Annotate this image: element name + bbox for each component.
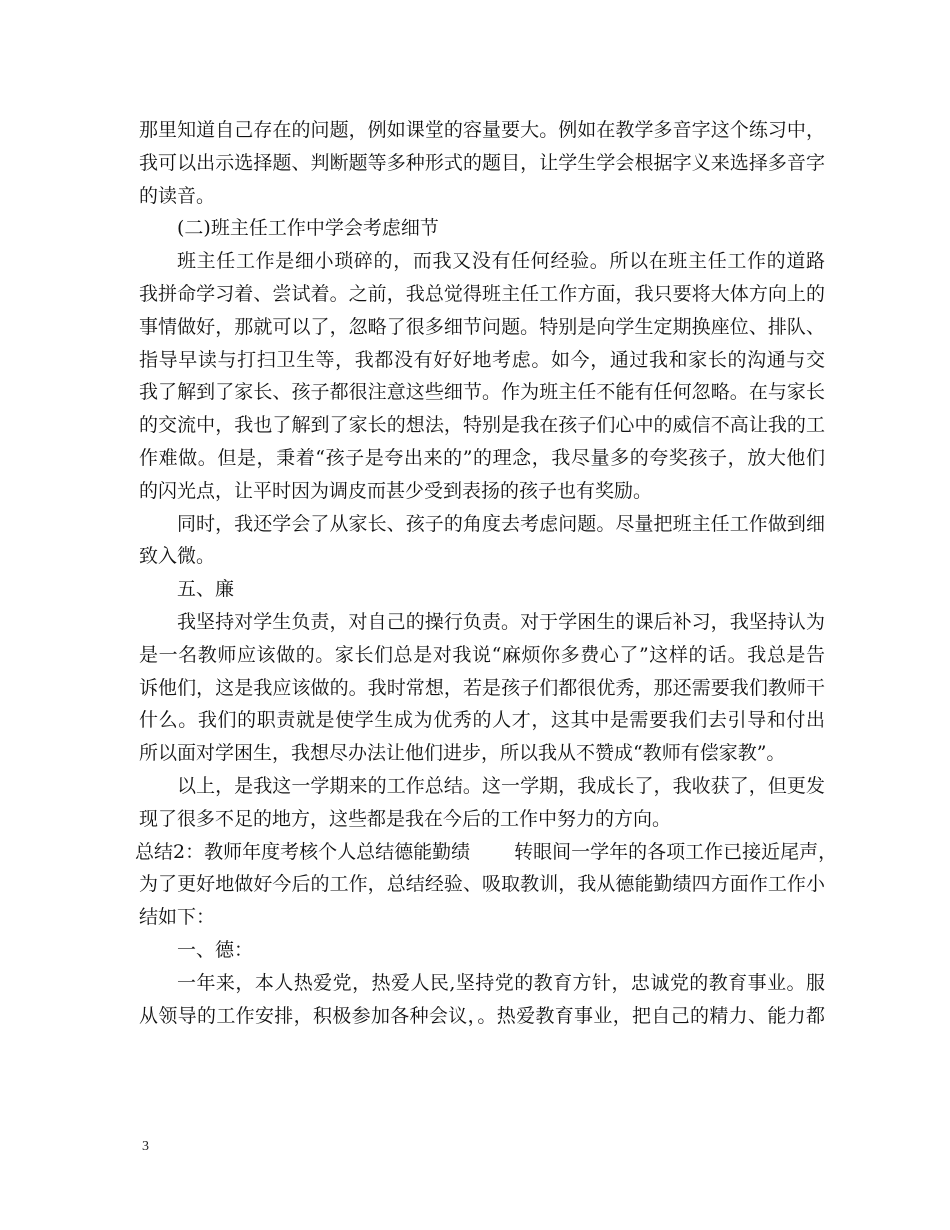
text-line: 指导早读与打扫卫生等，我都没有好好地考虑。如今，通过我和家长的沟通与交	[139, 348, 825, 371]
text-line: 为了更好地做好今后的工作，总结经验、吸取教训，我从德能勤绩四方面作工作小	[139, 873, 825, 896]
page-number: 3	[142, 1139, 149, 1154]
text-line: 什么。我们的职责就是使学生成为优秀的人才，这其中是需要我们去引导和付出	[139, 709, 825, 732]
text-line: 一年来，本人热爱党，热爱人民,坚持党的教育方针，忠诚党的教育事业。服	[177, 971, 825, 994]
text-line: 从领导的工作安排，积极参加各种会议，。热爱教育事业，把自己的精力、能力都	[139, 1004, 825, 1027]
text-line: 以上，是我这一学期来的工作总结。这一学期，我成长了，我收获了，但更发	[177, 774, 825, 797]
text-line: 我坚持对学生负责，对自己的操行负责。对于学困生的课后补习，我坚持认为	[177, 610, 825, 633]
text-line: 是一名教师应该做的。家长们总是对我说“麻烦你多费心了”这样的话。我总是告	[139, 643, 825, 666]
text-line: 结如下：	[139, 906, 216, 929]
text-line: 班主任工作是细小琐碎的，而我又没有任何经验。所以在班主任工作的道路	[177, 250, 825, 273]
section-heading: 五、廉	[177, 578, 235, 601]
section-heading: 一、德：	[177, 938, 254, 961]
document-body	[135, 114, 838, 1032]
text-line: 的闪光点，让平时因为调皮而甚少受到表扬的孩子也有奖励。	[139, 479, 653, 502]
summary-title-line	[135, 836, 838, 869]
text-line: 事情做好，那就可以了，忽略了很多细节问题。特别是向学生定期换座位、排队、	[139, 315, 825, 338]
text-line: 那里知道自己存在的问题，例如课堂的容量要大。例如在教学多音字这个练习中，	[139, 119, 825, 141]
text-line: 同时，我还学会了从家长、孩子的角度去考虑问题。尽量把班主任工作做到细	[177, 512, 825, 535]
text-line: 的交流中，我也了解到了家长的想法，特别是我在孩子们心中的威信不高让我的工	[139, 414, 825, 437]
text-line: 致入微。	[139, 545, 216, 568]
text-line: 的读音。	[139, 184, 216, 207]
text-line: 作难做。但是，秉着“孩子是夸出来的”的理念，我尽量多的夸奖孩子，放大他们	[139, 446, 825, 469]
section-heading: (二)班主任工作中学会考虑细节	[177, 217, 439, 240]
text-line: 我可以出示选择题、判断题等多种形式的题目，让学生学会根据字义来选择多音字	[139, 151, 825, 174]
text-line: 我拼命学习着、尝试着。之前，我总觉得班主任工作方面，我只要将大体方向上的	[139, 282, 825, 305]
text-line: 诉他们，这是我应该做的。我时常想，若是孩子们都很优秀，那还需要我们教师干	[139, 676, 825, 699]
text-line: 现了很多不足的地方，这些都是我在今后的工作中努力的方向。	[139, 807, 672, 830]
text-line: 所以面对学困生，我想尽办法让他们进步，所以我从不赞成“教师有偿家教”。	[139, 742, 786, 765]
summary-opening: 转眼间一学年的各项工作已接近尾声，	[514, 840, 838, 863]
text-line: 我了解到了家长、孩子都很注意这些细节。作为班主任不能有任何忽略。在与家长	[139, 381, 825, 404]
summary-title: 总结2：教师年度考核个人总结德能勤绩	[135, 840, 471, 863]
